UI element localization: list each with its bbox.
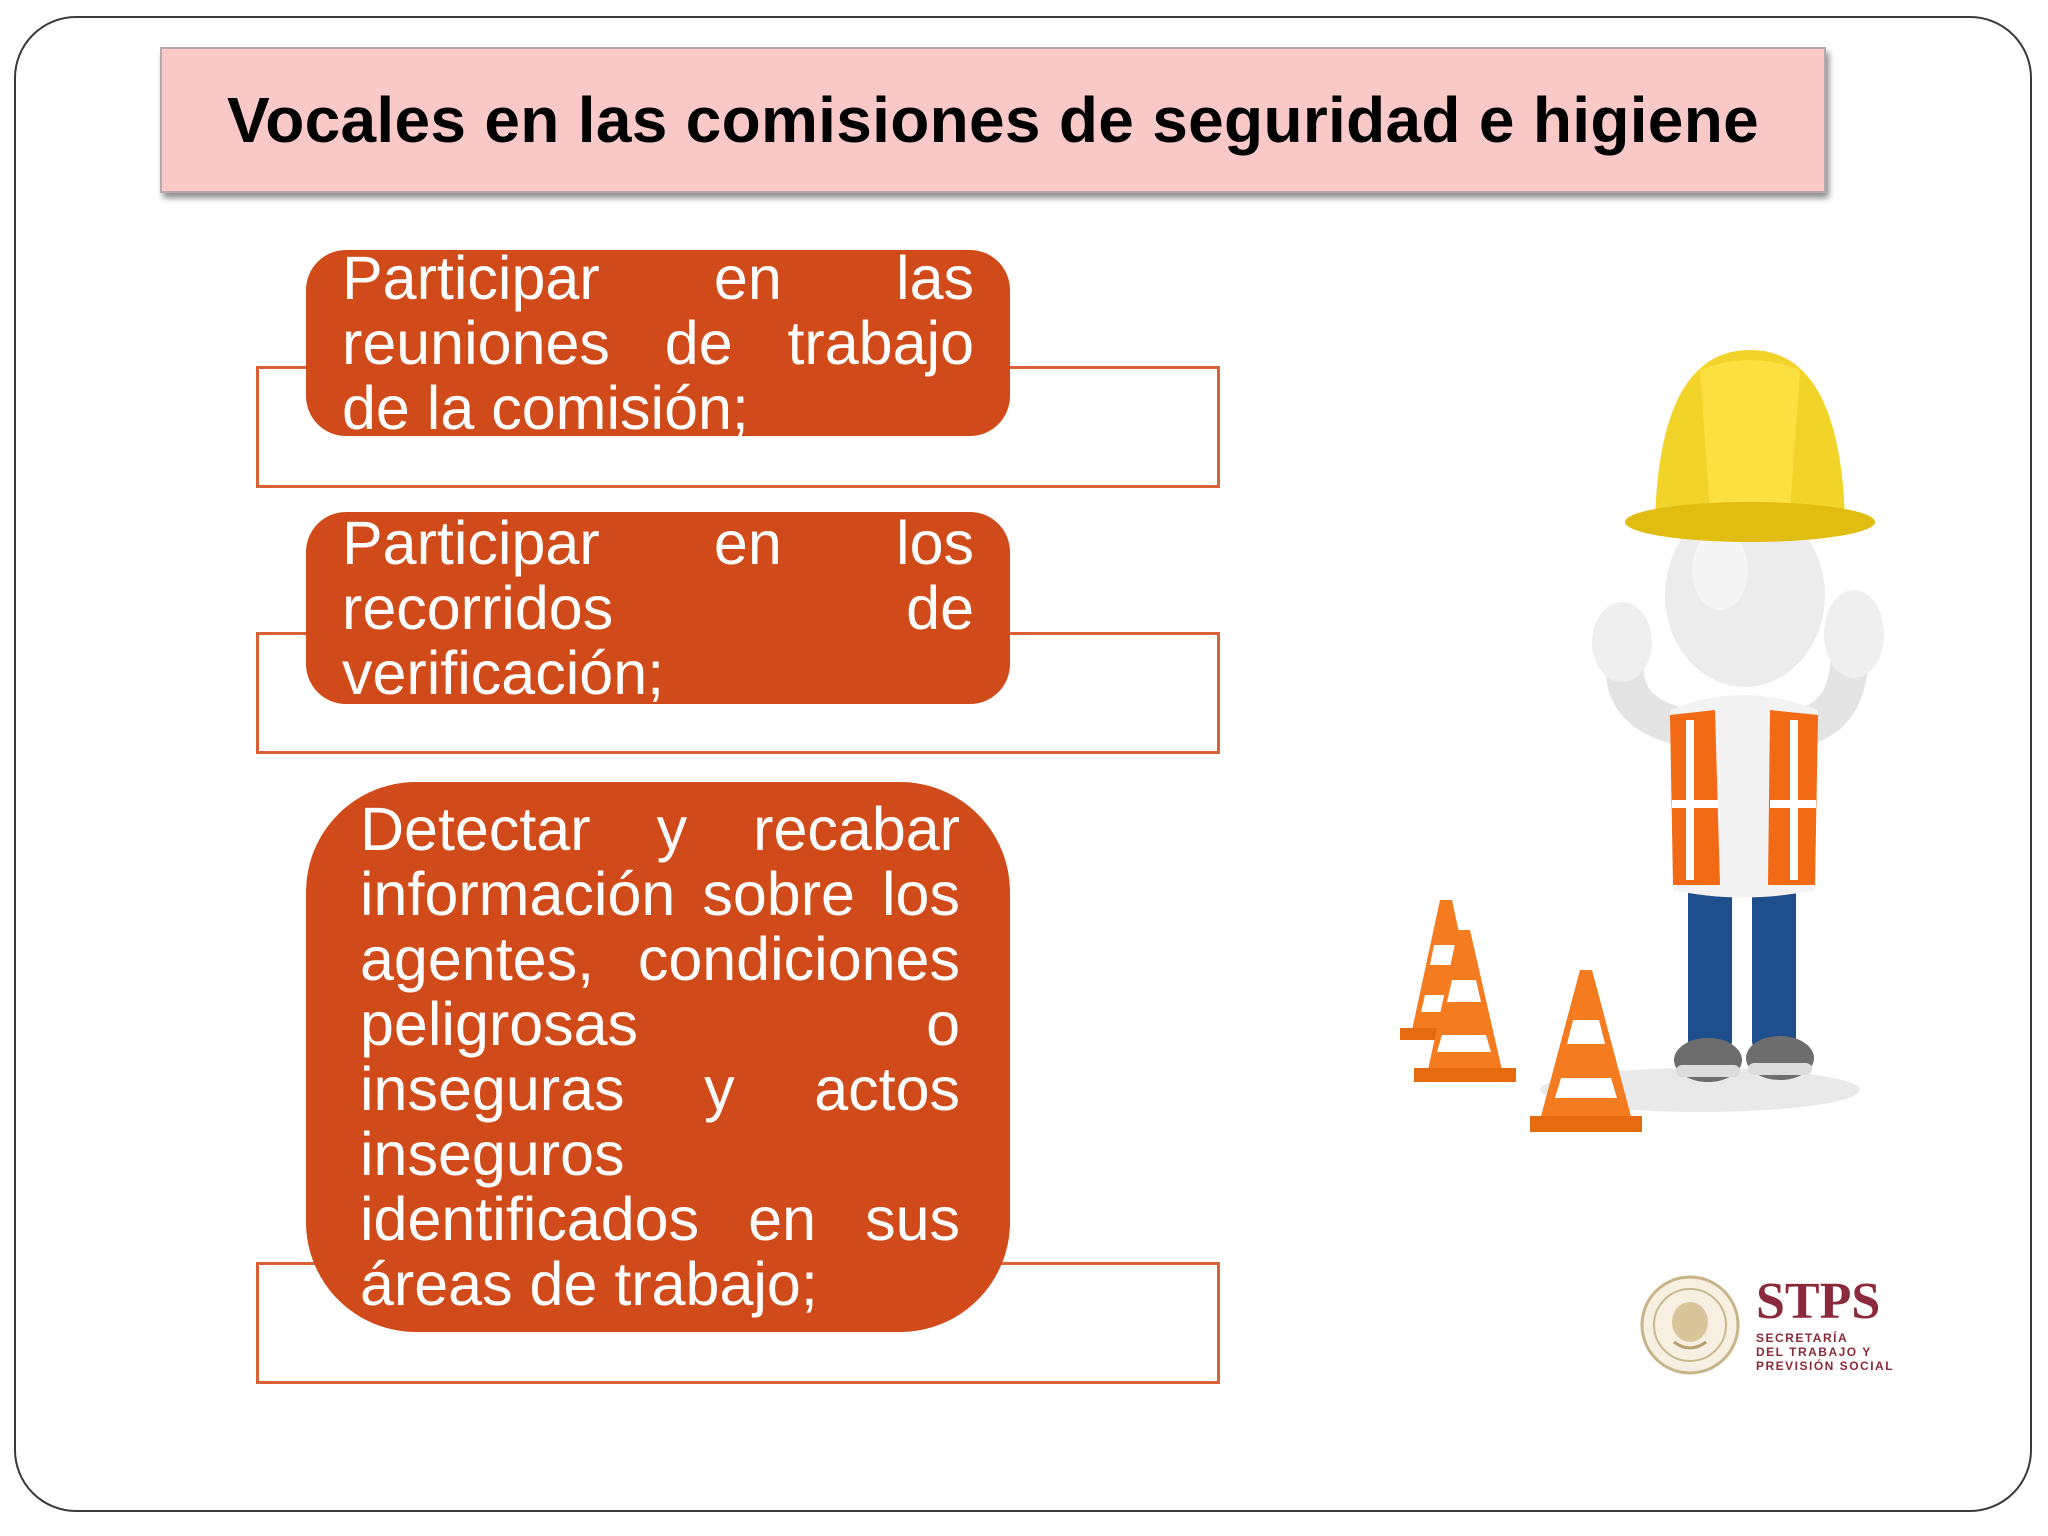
stps-line-1: SECRETARÍA [1756,1331,1849,1345]
item-pill-3 [306,782,1010,1332]
construction-worker-with-cones-icon [1370,330,1890,1150]
mexican-seal-icon [1642,1277,1738,1373]
item-text-3: Detectar y recabar información sobre los agentes, condiciones peligrosas o inseguras y actos inseguros identificados en sus áreas de trabajo; [360,795,960,1318]
item-pill-1 [306,243,1010,442]
item-text-2: Participar en los recorridos de verificación; [342,508,974,707]
stps-acronym: STPS [1756,1273,1881,1330]
title-box [160,47,1826,193]
stps-line-2: DEL TRABAJO Y [1756,1345,1872,1359]
stps-line-3: PREVISIÓN SOCIAL [1756,1359,1895,1373]
page-title: Vocales en las comisiones de seguridad e higiene [227,84,1759,156]
item-text-1: Participar en las reuniones de trabajo de la comisión; [342,243,974,442]
traffic-cone-icon [1530,970,1642,1132]
item-pill-2 [306,508,1010,707]
stps-logo [1640,1270,1920,1380]
